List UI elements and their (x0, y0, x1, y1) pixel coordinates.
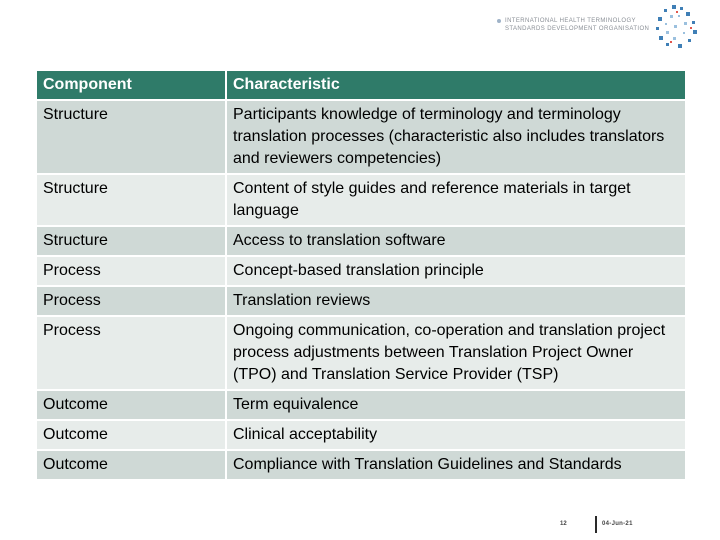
table-row (37, 257, 685, 287)
component-characteristic-table (37, 71, 685, 481)
characteristic-cell: Content of style guides and reference materials in target language (227, 175, 685, 227)
table-row (37, 101, 685, 175)
table-row (37, 391, 685, 421)
component-cell: Process (37, 287, 227, 317)
component-cell: Outcome (37, 421, 227, 451)
header-bullet (497, 19, 501, 23)
table-row (37, 287, 685, 317)
snomed-logo-icon (652, 3, 700, 51)
component-cell: Outcome (37, 391, 227, 421)
organisation-name (505, 17, 649, 33)
organisation-name-line2: STANDARDS DEVELOPMENT ORGANISATION (505, 26, 650, 32)
characteristic-cell: Ongoing communication, co-operation and translation project process adjustments between Translation Project Owner (TPO) and Translation Service Provider (TSP) (227, 317, 685, 391)
column-header-component: Component (37, 71, 227, 101)
component-cell: Process (37, 317, 227, 391)
page-number: 12 (560, 521, 567, 527)
table-row (37, 317, 685, 391)
table-header-row (37, 71, 685, 101)
organisation-name-line1: INTERNATIONAL HEALTH TERMINOLOGY (505, 18, 636, 24)
component-cell: Structure (37, 101, 227, 175)
column-header-characteristic: Characteristic (227, 71, 685, 101)
characteristic-cell: Compliance with Translation Guidelines and Standards (227, 451, 685, 481)
characteristic-cell: Participants knowledge of terminology and terminology translation processes (characteristic also includes translators and reviewers competencies) (227, 101, 685, 175)
table-row (37, 421, 685, 451)
characteristic-cell: Access to translation software (227, 227, 685, 257)
characteristic-cell: Translation reviews (227, 287, 685, 317)
table-row (37, 175, 685, 227)
table-row (37, 227, 685, 257)
characteristic-cell: Term equivalence (227, 391, 685, 421)
component-cell: Structure (37, 175, 227, 227)
characteristic-cell: Clinical acceptability (227, 421, 685, 451)
table-row (37, 451, 685, 481)
component-cell: Outcome (37, 451, 227, 481)
characteristic-cell: Concept-based translation principle (227, 257, 685, 287)
component-cell: Process (37, 257, 227, 287)
footer-divider (595, 516, 597, 533)
component-cell: Structure (37, 227, 227, 257)
footer-date: 04-Jun-21 (602, 521, 633, 527)
